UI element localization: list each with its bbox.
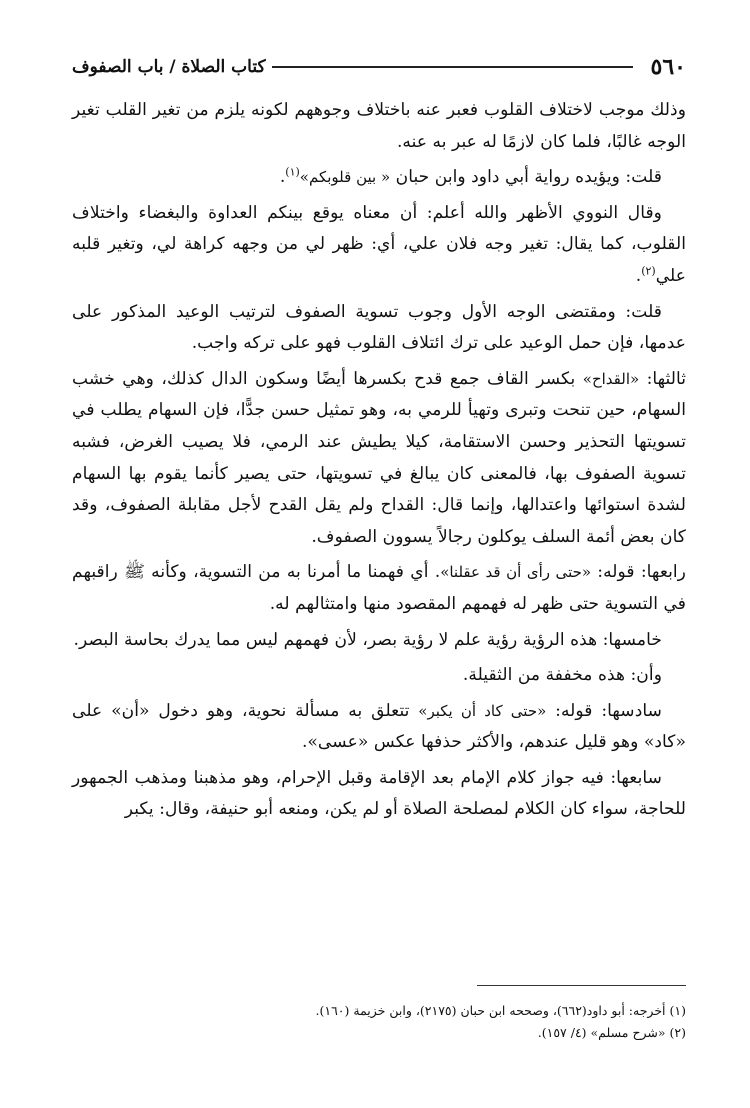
paragraph-text: وأن: هذه مخففة من الثقيلة.	[462, 665, 662, 686]
footnote: (٢) «شرح مسلم» (٤/ ١٥٧).	[537, 1025, 686, 1040]
footnote-marker: (١)	[285, 165, 300, 179]
paragraph	[72, 763, 686, 826]
hadith-quote: «حتى رأى أن قد عقلنا»	[440, 563, 592, 582]
paragraph	[72, 696, 686, 759]
footnote-marker: (٢)	[641, 264, 656, 278]
paragraph	[72, 95, 686, 158]
paragraph-text: تتعلق به مسألة نحوية، وهو دخول «أن» على «كاد» وهو قليل عندهم، والأكثر حذفها عكس «عسى».	[72, 700, 686, 753]
paragraph-text: وقال النووي الأظهر والله أعلم: أن معناه يوقع بينكم العداوة والبغضاء واختلاف القلوب، كما يقال: تغير وجه فلان علي، أي: ظهر لي من وجهه كراهة لي، وتغير قلبه علي	[72, 202, 686, 286]
paragraph-text: سادسها: قوله:	[546, 700, 662, 721]
running-title: كتاب الصلاة / باب الصفوف	[72, 57, 266, 77]
paragraph-text: خامسها: هذه الرؤية رؤية علم لا رؤية بصر، لأن فهمهم ليس مما يدرك بحاسة البصر.	[73, 629, 662, 650]
paragraph	[72, 162, 686, 194]
hadith-quote: « بين قلوبكم»	[299, 168, 391, 187]
paragraph-text: .	[279, 167, 286, 188]
footnote: (١) أخرجه: أبو داود(٦٦٢)، وصححه ابن حبان (٢١٧٥)، وابن خزيمة (١٦٠).	[315, 1003, 686, 1018]
hadith-quote: «حتى كاد أن يكبر»	[418, 701, 547, 720]
paragraph-text: رابعها: قوله:	[591, 562, 686, 583]
paragraph	[72, 557, 686, 620]
footnotes	[72, 1000, 686, 1044]
paragraph-text: سابعها: فيه جواز كلام الإمام بعد الإقامة وقبل الإحرام، وهو مذهبنا ومذهب الجمهور للحاجة، سواء كان الكلام لمصلحة الصلاة أو لم يكن، ومنعه أبو حنيفة، وقال: يكبر	[72, 767, 686, 820]
paragraph-text: . أي فهمنا ما أمرنا به من التسوية، وكأنه ﷺ راقبهم في التسوية حتى ظهر له فهمهم المقصود منها وامتثالهم له.	[72, 562, 686, 614]
hadith-quote: «القداح»	[582, 369, 640, 388]
paragraph-text: بكسر القاف جمع قدح بكسرها أيضًا وسكون الدال كذلك، وهي خشب السهام، حين تنحت وتبرى وتهيأ للرمي به، وهو تمثيل حسن جدًّا، فإن السهام يطلب في تسويتها التحذير وحسن الاستقامة، كيلا يطيش عند الرمي، فلا يصيب الغرض، فشبه تسوية الصفوف بها، فالمعنى كان يبالغ في تسويتها، حتى يصير كأنما يقوم بها السهام لشدة استوائها واعتدالها، وإنما قال: القداح ولم يقل القدح لأجل مقابلة الصفوف، وقد كان بعض أئمة السلف يوكلون رجالاً يسوون الصفوف.	[72, 368, 686, 547]
paragraph	[72, 625, 686, 657]
footnote-rule	[477, 985, 686, 986]
paragraph-text: قلت: ويؤيده رواية أبي داود وابن حبان	[390, 167, 662, 188]
paragraph	[72, 198, 686, 293]
paragraph-text: ثالثها:	[639, 368, 687, 389]
header-rule	[272, 66, 633, 68]
paragraph-text: .	[635, 265, 642, 286]
paragraph	[72, 297, 686, 360]
paragraph	[72, 364, 686, 554]
paragraph	[72, 660, 686, 692]
page-header	[72, 52, 686, 82]
paragraph-text: وذلك موجب لاختلاف القلوب فعبر عنه باختلاف وجوههم لكونه يلزم من تغير القلب تغير الوجه غالبًا، فلما كان لازمًا له عبر به عنه.	[72, 100, 686, 152]
paragraph-text: قلت: ومقتضى الوجه الأول وجوب تسوية الصفوف لترتيب الوعيد المذكور على عدمها، فإن حمل الوعيد على ترك ائتلاف القلوب فهو على تركه واجب.	[72, 301, 686, 354]
body-text	[72, 95, 686, 830]
page-number: ٥٦٠	[650, 54, 686, 80]
